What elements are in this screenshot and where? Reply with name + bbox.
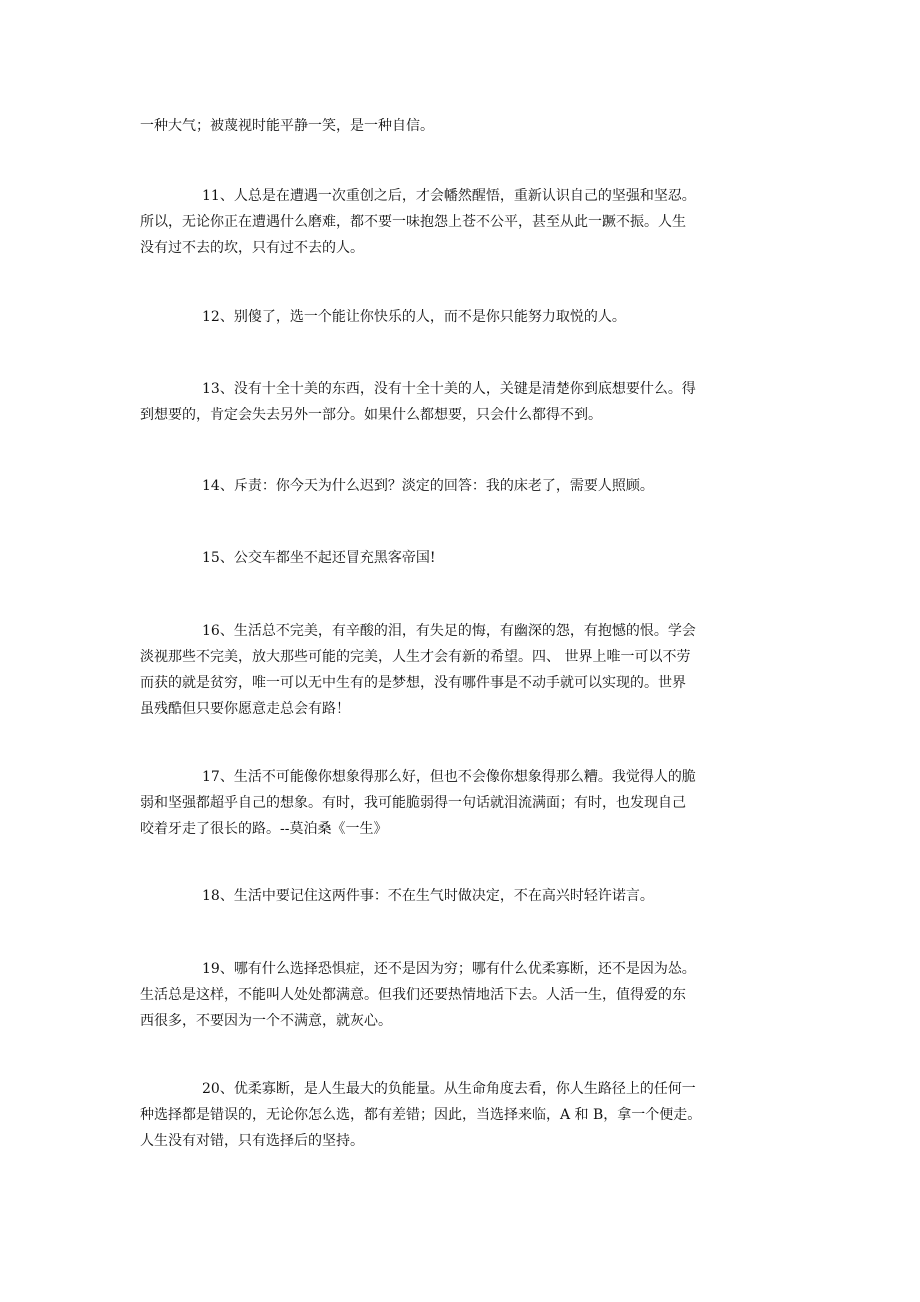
text-line: 14、斥责：你今天为什么迟到？淡定的回答：我的床老了，需要人照顾。: [202, 478, 654, 494]
text-line: 生活总是这样，不能叫人处处都满意。但我们还要热情地活下去。人活一生，值得爱的东: [140, 987, 686, 1003]
paragraph-17: [140, 764, 784, 842]
paragraph-15: [140, 545, 784, 571]
text-line: 18、生活中要记住这两件事：不在生气时做决定，不在高兴时轻许诺言。: [202, 888, 654, 904]
text-line: 没有过不去的坎，只有过不去的人。: [140, 240, 364, 256]
paragraph-20: [140, 1076, 784, 1154]
text-line: 所以，无论你正在遭遇什么磨难，都不要一味抱怨上苍不公平，甚至从此一蹶不振。人生: [140, 214, 686, 230]
text-line: 虽残酷但只要你愿意走总会有路！: [140, 701, 350, 717]
text-line: 15、公交车都坐不起还冒充黑客帝国!: [202, 550, 436, 566]
text-line: 19、哪有什么选择恐惧症，还不是因为穷；哪有什么优柔寡断，还不是因为怂。: [202, 961, 696, 977]
paragraph-16: [140, 618, 784, 722]
text-line: 20、优柔寡断，是人生最大的负能量。从生命角度去看，你人生路径上的任何一: [202, 1081, 696, 1097]
paragraph-14: [140, 473, 784, 499]
text-line: 淡视那些不完美，放大那些可能的完美，人生才会有新的希望。四、 世界上唯一可以不劳: [140, 649, 691, 665]
paragraph-12: [140, 304, 784, 330]
text-line: 一种大气；被蔑视时能平静一笑，是一种自信。: [140, 118, 434, 134]
text-line: 到想要的，肯定会失去另外一部分。如果什么都想要，只会什么都得不到。: [140, 407, 602, 423]
paragraph-11: [140, 183, 784, 261]
text-line: 种选择都是错误的，无论你怎么选，都有差错；因此，当选择来临，A 和 B，拿一个便走。: [140, 1107, 702, 1123]
paragraph-19: [140, 956, 784, 1034]
text-line: 弱和坚强都超乎自己的想象。有时，我可能脆弱得一句话就泪流满面；有时，也发现自己: [140, 795, 686, 811]
text-line: 西很多，不要因为一个不满意，就灰心。: [140, 1013, 392, 1029]
text-line: 17、生活不可能像你想象得那么好，但也不会像你想象得那么糟。我觉得人的脆: [202, 769, 696, 785]
text-line: 11、人总是在遭遇一次重创之后，才会幡然醒悟，重新认识自己的坚强和坚忍。: [202, 188, 696, 204]
text-line: 12、别傻了，选一个能让你快乐的人，而不是你只能努力取悦的人。: [202, 309, 626, 325]
text-line: 人生没有对错，只有选择后的坚持。: [140, 1133, 364, 1149]
text-line: 咬着牙走了很长的路。--莫泊桑《一生》: [140, 821, 388, 837]
paragraph-10-tail: [140, 113, 784, 139]
paragraph-13: [140, 376, 784, 428]
text-line: 13、没有十全十美的东西，没有十全十美的人，关键是清楚你到底想要什么。得: [202, 381, 696, 397]
text-line: 而获的就是贫穷，唯一可以无中生有的是梦想，没有哪件事是不动手就可以实现的。世界: [140, 675, 686, 691]
paragraph-18: [140, 883, 784, 909]
text-line: 16、生活总不完美，有辛酸的泪，有失足的悔，有幽深的怨，有抱憾的恨。学会: [202, 623, 696, 639]
